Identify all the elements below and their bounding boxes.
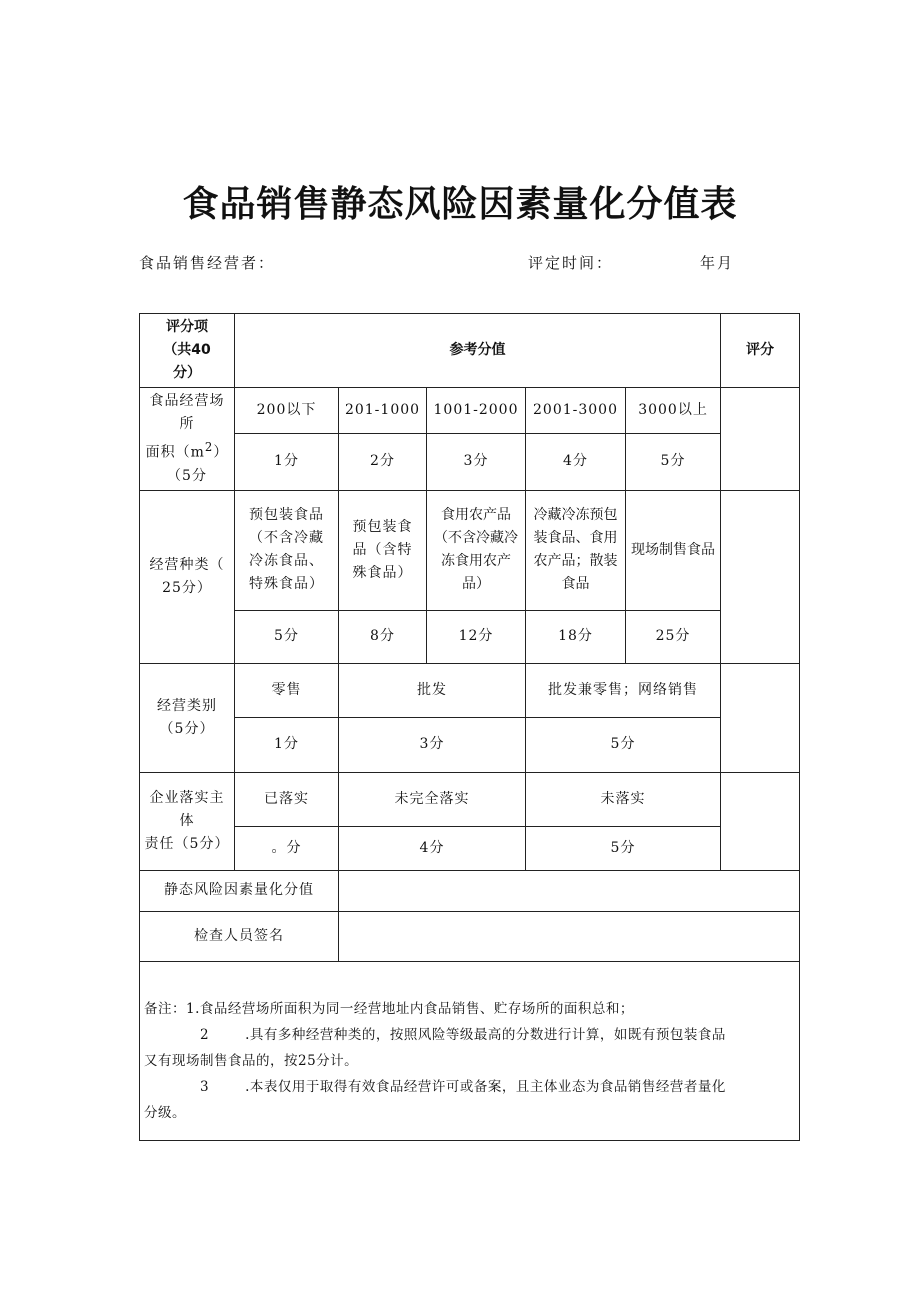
year-month-label: 年月 <box>700 254 735 272</box>
area-score: 2分 <box>339 434 427 491</box>
responsibility-option: 未完全落实 <box>339 772 526 826</box>
category-score: 1分 <box>235 717 339 772</box>
area-score: 5分 <box>626 434 721 491</box>
type-option: 预包装食品 （不含冷藏 冷冻食品、 特殊食品） <box>235 490 339 610</box>
header-reference-cell: 参考分值 <box>235 314 721 388</box>
area-score: 3分 <box>427 434 526 491</box>
responsibility-option: 已落实 <box>235 772 339 826</box>
category-options-row <box>140 663 800 717</box>
area-option: 201-1000 <box>339 388 427 434</box>
notes-row <box>140 961 800 1140</box>
evaluation-time-label: 评定时间： <box>528 254 614 272</box>
area-score: 1分 <box>235 434 339 491</box>
type-score-input-cell[interactable] <box>721 490 800 663</box>
category-option: 零售 <box>235 663 339 717</box>
type-option: 冷藏冷冻预包 装食品、食用 农产品；散装 食品 <box>526 490 626 610</box>
type-option: 预包装食 品（含特 殊食品） <box>339 490 427 610</box>
responsibility-option: 未落实 <box>526 772 721 826</box>
type-label-cell: 经营种类（ 25分） <box>140 490 235 663</box>
note-2: 2 .具有多种经营种类的，按照风险等级最高的分数进行计算，如既有预包装食品 <box>200 1026 726 1043</box>
static-value-input-cell[interactable] <box>339 870 800 911</box>
type-options-row <box>140 490 800 610</box>
header-item-cell: 评分项 （共40 分） <box>140 314 235 388</box>
type-score: 18分 <box>526 610 626 663</box>
risk-score-table <box>139 313 800 1141</box>
category-label-cell: 经营类别 （5分） <box>140 663 235 772</box>
type-score: 25分 <box>626 610 721 663</box>
area-label-cell: 食品经营场所 面积$(m^2)$ （5分 <box>140 388 235 491</box>
table-header-row <box>140 314 800 388</box>
notes-cell <box>140 961 800 1140</box>
inspector-signature-label: 检查人员签名 <box>140 911 339 961</box>
area-score: 4分 <box>526 434 626 491</box>
inspector-signature-input-cell[interactable] <box>339 911 800 961</box>
category-score: 3分 <box>339 717 526 772</box>
area-option: 2001-3000 <box>526 388 626 434</box>
category-option: 批发 <box>339 663 526 717</box>
note-1: 备注：1.食品经营场所面积为同一经营地址内食品销售、贮存场所的面积总和； <box>144 1000 634 1017</box>
responsibility-score: 5分 <box>526 826 721 870</box>
inspector-row <box>140 911 800 961</box>
type-option: 食用农产品 （不含冷藏冷 冻食用农产 品） <box>427 490 526 610</box>
type-scores-row <box>140 610 800 663</box>
static-value-row <box>140 870 800 911</box>
responsibility-score: 。分 <box>235 826 339 870</box>
note-3-cont: 分级。 <box>144 1104 186 1121</box>
type-score: 12分 <box>427 610 526 663</box>
category-score-input-cell[interactable] <box>721 663 800 772</box>
area-options-row <box>140 388 800 434</box>
responsibility-options-row <box>140 772 800 826</box>
note-2-cont: 又有现场制售食品的，按25分计。 <box>144 1052 359 1069</box>
category-scores-row <box>140 717 800 772</box>
operator-label: 食品销售经营者： <box>139 254 276 272</box>
document-title: 食品销售静态风险因素量化分值表 <box>182 184 738 225</box>
category-option: 批发兼零售；网络销售 <box>526 663 721 717</box>
static-value-label: 静态风险因素量化分值 <box>140 870 339 911</box>
area-scores-row <box>140 434 800 491</box>
category-score: 5分 <box>526 717 721 772</box>
responsibility-score-input-cell[interactable] <box>721 772 800 870</box>
header-score-cell: 评分 <box>721 314 800 388</box>
responsibility-score: 4分 <box>339 826 526 870</box>
area-option: 200以下 <box>235 388 339 434</box>
type-score: 8分 <box>339 610 427 663</box>
area-score-input-cell[interactable] <box>721 388 800 491</box>
responsibility-label-cell: 企业落实主体 责任（5分） <box>140 772 235 870</box>
type-option: 现场制售食品 <box>626 490 721 610</box>
note-3: 3 .本表仅用于取得有效食品经营许可或备案，且主体业态为食品销售经营者量化 <box>200 1078 726 1095</box>
area-option: 3000以上 <box>626 388 721 434</box>
type-score: 5分 <box>235 610 339 663</box>
area-option: 1001-2000 <box>427 388 526 434</box>
responsibility-scores-row <box>140 826 800 870</box>
